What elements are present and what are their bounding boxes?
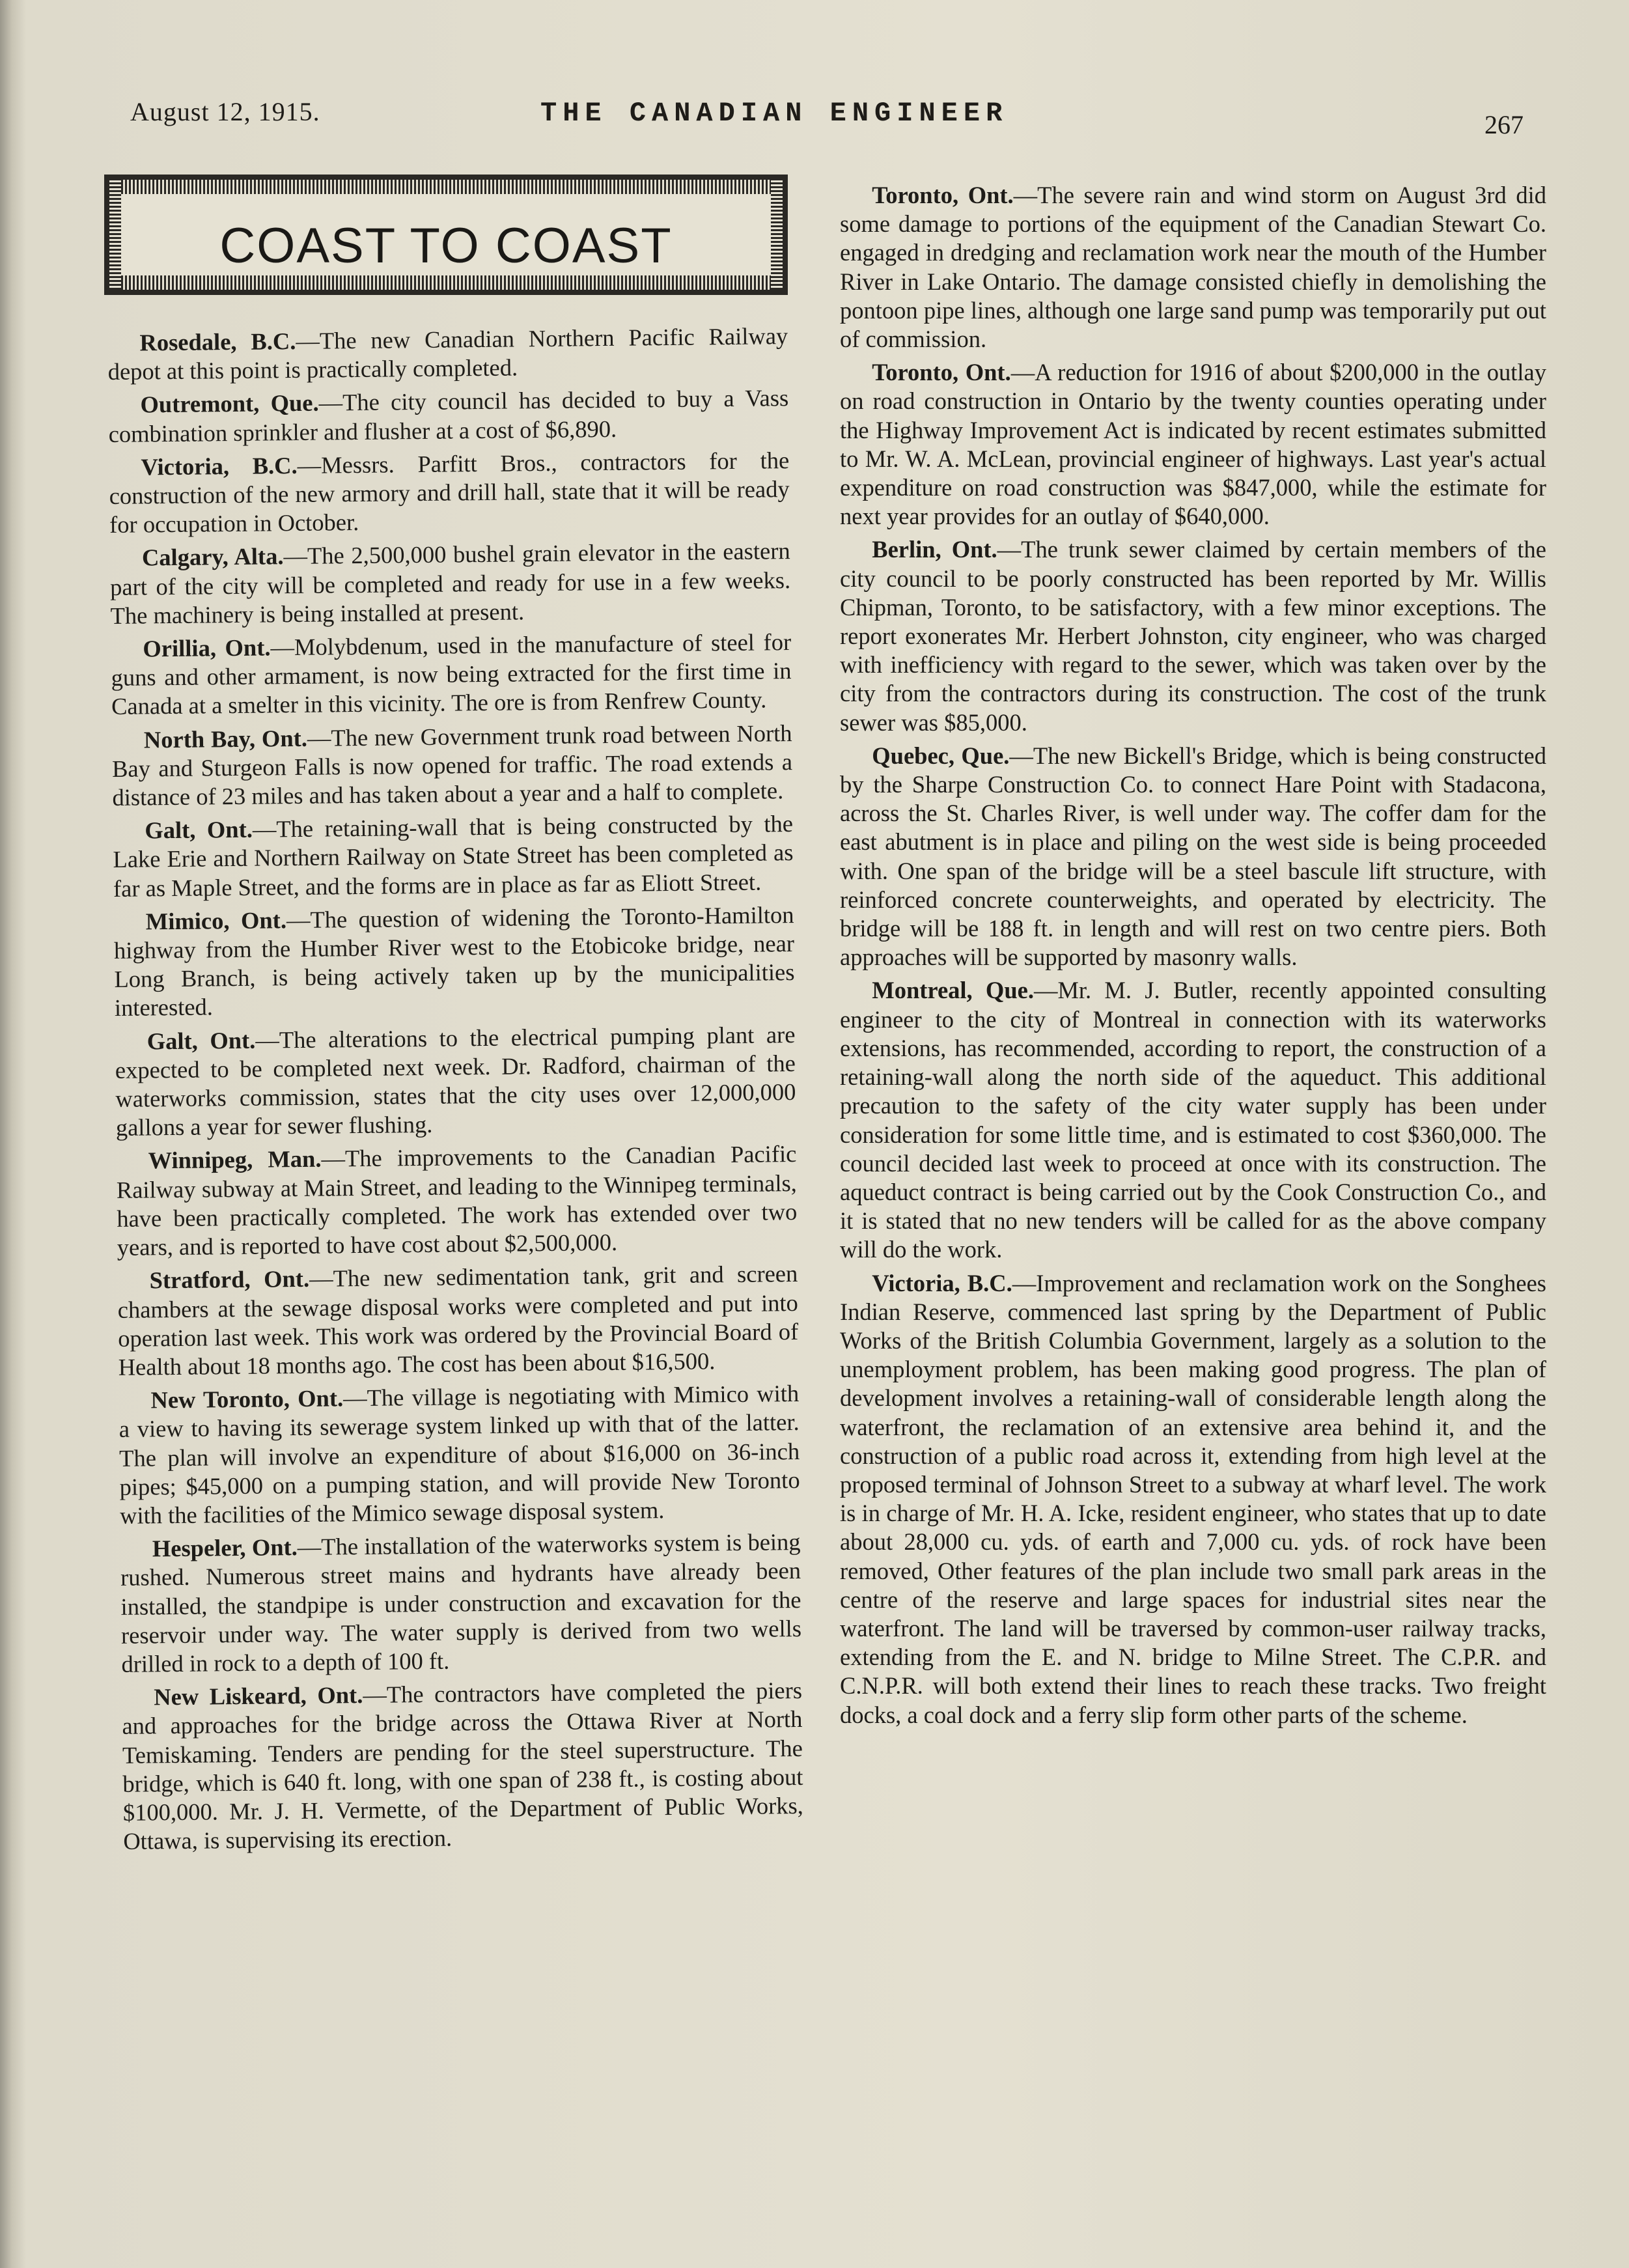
news-item-text: —The new Government trunk road between North Bay and Sturgeon Falls is now opened for traffic. The road extends a distance of 23 miles and has taken about a year and a half to complete. xyxy=(111,719,793,811)
news-item-text: —A reduction for 1916 of about $200,000 in the outlay on road construction in Ontario by the twenty counties operating under the Highway Improvement Act is indicated by recent estimates submitted to Mr. W. A. McLean, provincial engineer of highways. Last year's actual expenditure on road construction was $847,000, while the estimate for next year provides for an outlay of $640,000. xyxy=(840,359,1547,530)
right-column xyxy=(840,181,1546,1734)
news-item xyxy=(108,384,789,448)
news-item-place: Mimico, Ont. xyxy=(145,906,287,935)
news-item-place: Galt, Ont. xyxy=(146,1026,256,1055)
news-item-place: New Toronto, Ont. xyxy=(150,1384,344,1414)
running-head xyxy=(130,96,1524,139)
news-item-text: —The new sedimentation tank, grit and screen chambers at the sewage disposal works were completed and put into operation last week. This work was ordered by the Provincial Board of Health about 18 months ago. The cost has been about $16,500. xyxy=(117,1260,799,1380)
section-title: COAST TO COAST xyxy=(219,218,673,273)
news-item-place: Winnipeg, Man. xyxy=(148,1145,322,1174)
page-number: 267 xyxy=(1484,110,1524,139)
news-item xyxy=(109,446,790,540)
news-item-text: —The question of widening the Toronto-Hamilton highway from the Humber River west to the Etobicoke bridge, near Long Branch, is being actively taken up by the municipalities interested. xyxy=(113,901,795,1022)
news-item-place: North Bay, Ont. xyxy=(143,724,308,753)
news-item-text: —The village is negotiating with Mimico with a view to having its sewerage system linked up with that of the latter. The plan will involve an expenditure of about $16,000 on 36-inch pipes; $45,000 on a pumping station, and will provide New Toronto with the facilities of the Mimico sewage disposal system. xyxy=(118,1380,800,1529)
news-item-place: Toronto, Ont. xyxy=(872,182,1014,208)
news-item xyxy=(111,628,792,721)
banner-hatch-top xyxy=(109,180,783,194)
news-item-text: —The trunk sewer claimed by certain members of the city council to be poorly constructed has been reported by Mr. Willis Chipman, Toronto, to be satisfactory, with a few minor exceptions. The report exonerates Mr. Herbert Johnston, city engineer, who was charged with inefficiency with regard to the sewer, which was taken over by the city from the contractors during its construction. The cost of the trunk sewer was $85,000. xyxy=(840,536,1546,736)
news-item-text: —The new Bickell's Bridge, which is being constructed by the Sharpe Construction Co. to connect Hare Point with Stadacona, across the St. Charles River, is well under way. The coffer dam for the east abutment is in place and piling on the west side is being proceeded with. One span of the bridge will be a steel bascule lift structure, with reinforced concrete counterweights, and operated by electricity. The bridge will be 188 ft. in length and will rest on two centre piers. Both approaches will be supported by masonry walls. xyxy=(840,742,1546,971)
news-item xyxy=(109,537,790,630)
news-item-text: —The new Canadian Northern Pacific Railway depot at this point is practically completed. xyxy=(107,322,788,385)
news-item-place: Galt, Ont. xyxy=(145,815,253,844)
news-item xyxy=(118,1379,800,1530)
news-item-place: Toronto, Ont. xyxy=(872,359,1011,386)
news-item-text: —Mr. M. J. Butler, recently appointed consulting engineer to the city of Montreal in connection with its waterworks extensions, has recommended, according to report, the construction of a retaining-wall along the north side of the aqueduct. This additional precaution to the safety of the city water supply has been under consideration for some little time, and is estimated to cost $360,000. The council decided last week to proceed at once with its construction. The aqueduct contract is being carried out by the Cook Construction Co., and it is stated that no new tenders will be called for as the above company will do the work. xyxy=(840,977,1546,1263)
banner-hatch-bottom xyxy=(109,275,783,290)
news-item-place: Quebec, Que. xyxy=(872,742,1010,769)
news-item-text: —The severe rain and wind storm on August 3rd did some damage to portions of the equipment of the Canadian Stewart Co. engaged in dredging and reclamation work near the mouth of the Humber River in Lake Ontario. The damage consisted chiefly in demolishing the pontoon pipe lines, although one large sand pump was temporarily put out of commission. xyxy=(840,182,1547,353)
issue-date: August 12, 1915. xyxy=(130,97,320,126)
left-column xyxy=(107,322,804,1860)
news-item-place: Calgary, Alta. xyxy=(141,542,284,571)
news-item xyxy=(840,976,1546,1264)
journal-title: THE CANADIAN ENGINEER xyxy=(540,98,1009,129)
news-item xyxy=(840,1269,1546,1729)
news-item xyxy=(840,358,1546,531)
news-item-place: Rosedale, B.C. xyxy=(139,327,296,356)
news-item-text: —The alterations to the electrical pumping plant are expected to be completed next week. Dr. Radford, chairman of the waterworks commission, states that the city uses over 12,000,000 gallons a year for sewer flushing. xyxy=(115,1020,796,1141)
news-item xyxy=(116,1140,798,1262)
news-item-place: Victoria, B.C. xyxy=(141,451,298,481)
news-item xyxy=(113,901,795,1023)
news-item xyxy=(120,1528,801,1679)
news-item-place: Outremont, Que. xyxy=(140,389,319,418)
news-item xyxy=(113,809,794,903)
news-item xyxy=(840,181,1546,354)
news-item-text: —The installation of the waterworks system is being rushed. Numerous street mains and hydrants have already been installed, the standpipe is under construction and excavation for the reservoir under way. The water supply is derived from two wells drilled in rock to a depth of 100 ft. xyxy=(120,1528,802,1677)
news-item-place: Hespeler, Ont. xyxy=(152,1533,298,1562)
news-item-text: —Molybdenum, used in the manufacture of steel for guns and other armament, is now being extracted for the first time in Canada at a smelter in this vicinity. The ore is from Renfrew County. xyxy=(111,628,792,720)
news-item-place: Orillia, Ont. xyxy=(143,634,271,662)
news-item-text: —The retaining-wall that is being constructed by the Lake Erie and Northern Railway on State Street has been completed as far as Maple Street, and the forms are in place as far as Eliott Street. xyxy=(113,810,794,902)
news-item-text: —Messrs. Parfitt Bros., contractors for the construction of the new armory and drill hall, state that it will be ready for occupation in October. xyxy=(109,446,790,539)
news-item-place: Montreal, Que. xyxy=(872,977,1034,1004)
section-banner xyxy=(104,175,788,295)
news-item xyxy=(122,1676,804,1856)
news-item xyxy=(111,719,792,813)
news-item-text: —The contractors have completed the piers and approaches for the bridge across the Ottawa River at North Temiskaming. Tenders are pending for the steel superstructure. The bridge, which is 640 ft. long, with one span of 238 ft., is costing about $100,000. Mr. J. H. Vermette, of the Department of Public Works, Ottawa, is supervising its erection. xyxy=(122,1677,804,1855)
news-item-text: —The improvements to the Canadian Pacific Railway subway at Main Street, and leading to the Winnipeg terminals, have been practically completed. The work has extended over two years, and is reported to have cost about $2,500,000. xyxy=(116,1140,798,1261)
news-item xyxy=(107,322,788,386)
news-item-place: Berlin, Ont. xyxy=(872,536,997,563)
news-item xyxy=(840,535,1546,736)
news-item xyxy=(117,1259,799,1382)
news-item xyxy=(840,742,1546,972)
news-item-place: New Liskeard, Ont. xyxy=(154,1681,363,1711)
news-item-text: —The city council has decided to buy a Vass combination sprinkler and flusher at a cost of $6,890. xyxy=(108,384,789,447)
news-item-place: Victoria, B.C. xyxy=(872,1269,1012,1296)
news-item xyxy=(115,1020,796,1143)
news-item-place: Stratford, Ont. xyxy=(149,1265,310,1294)
news-item-text: —Improvement and reclamation work on the Songhees Indian Reserve, commenced last spring by the Department of Public Works of the British Columbia Government, largely as a solution to the unemployment problem, has been making good progress. The plan of development involves a retaining-wall of considerable length along the waterfront, the reclamation of an extensive area behind it, and the construction of a public road across it, extending from high level at the proposed terminal of Johnson Street to a subway at wharf level. The work is in charge of Mr. H. A. Icke, resident engineer, who states that up to date about 28,000 cu. yds. of earth and 7,000 cu. yds. of rock have been removed, Other features of the plan include two small park areas in the centre of the reserve and large spaces for industrial sites near the waterfront. The land will be traversed by common-user railway tracks, extending from the E. and N. bridge to Milne Street. The C.P.R. and C.N.P.R. will both extend their lines to reach these tracks. Two freight docks, a coal dock and a ferry slip form other parts of the scheme. xyxy=(840,1269,1546,1728)
news-item-text: —The 2,500,000 bushel grain elevator in the eastern part of the city will be completed and ready for use in a few weeks. The machinery is being installed at present. xyxy=(109,537,791,629)
